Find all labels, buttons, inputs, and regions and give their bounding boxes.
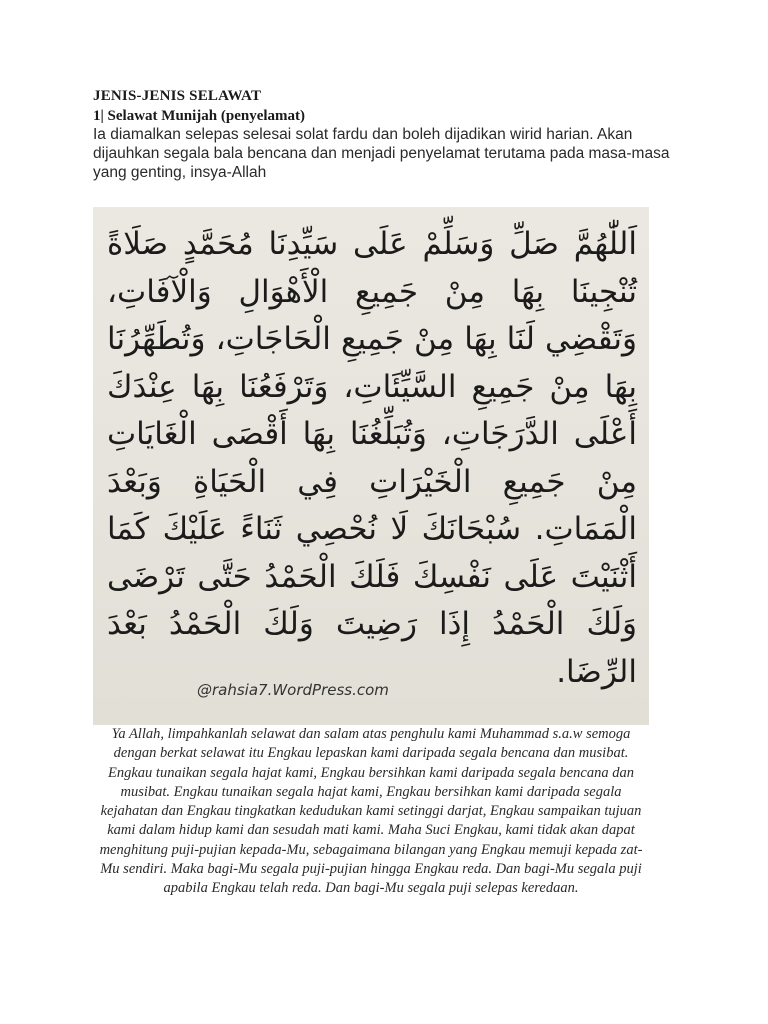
- image-watermark: @rahsia7.WordPress.com: [197, 681, 389, 699]
- intro-paragraph: Ia diamalkan selepas selesai solat fardu dan boleh dijadikan wirid harian. Akan dijauhkan segala bala bencana dan menjadi penyelamat terutama pada masa-masa yang genting, insya-Allah: [93, 126, 670, 181]
- document-title: JENIS-JENIS SELAWAT: [93, 88, 262, 104]
- translation-paragraph: Ya Allah, limpahkanlah selawat dan salam atas penghulu kami Muhammad s.a.w semoga dengan berkat selawat itu Engkau lepaskan kami daripada segala bencana dan musibat. Engkau tunaikan segala hajat kami, Engkau bersihkan kami daripada segala bencana dan musibat. Engkau tunaikan segala hajat kami, Engkau bersihkan kami daripada segala kejahatan dan Engkau tingkatkan kedudukan kami setinggi darjat, Engkau sampaikan tujuan kami dalam hidup kami dan sesudah mati kami. Maha Suci Engkau, kami tidak akan dapat menghitung puji-pujian kepada-Mu, sebagaimana bilangan yang Engkau memuji kepada zat-Mu sendiri. Maka bagi-Mu segala puji-pujian hingga Engkau reda. Dan bagi-Mu segala puji apabila Engkau telah reda. Dan bagi-Mu segala puji selepas keredaan.: [99, 726, 643, 897]
- arabic-prayer-text: اَللّٰهُمَّ صَلِّ وَسَلِّمْ عَلَى سَيِّدِنَا مُحَمَّدٍ صَلَاةً تُنْجِينَا بِهَا مِنْ جَمِيعِ الْأَهْوَالِ وَالْآفَاتِ، وَتَقْضِي لَنَا بِهَا مِنْ جَمِيعِ الْحَاجَاتِ، وَتُطَهِّرُنَا بِهَا مِنْ جَمِيعِ السَّيِّئَاتِ، وَتَرْفَعُنَا بِهَا عِنْدَكَ أَعْلَى الدَّرَجَاتِ، وَتُبَلِّغُنَا بِهَا أَقْصَى الْغَايَاتِ مِنْ جَمِيعِ الْخَيْرَاتِ فِي الْحَيَاةِ وَبَعْدَ الْمَمَاتِ. سُبْحَانَكَ لَا نُحْصِي ثَنَاءً عَلَيْكَ كَمَا أَثْنَيْتَ عَلَى نَفْسِكَ فَلَكَ الْحَمْدُ حَتَّى تَرْضَى وَلَكَ الْحَمْدُ إِذَا رَضِيتَ وَلَكَ الْحَمْدُ بَعْدَ الرِّضَا.: [107, 226, 637, 690]
- prayer-text-image: [93, 207, 649, 725]
- section-heading: 1| Selawat Munijah (penyelamat): [93, 108, 306, 124]
